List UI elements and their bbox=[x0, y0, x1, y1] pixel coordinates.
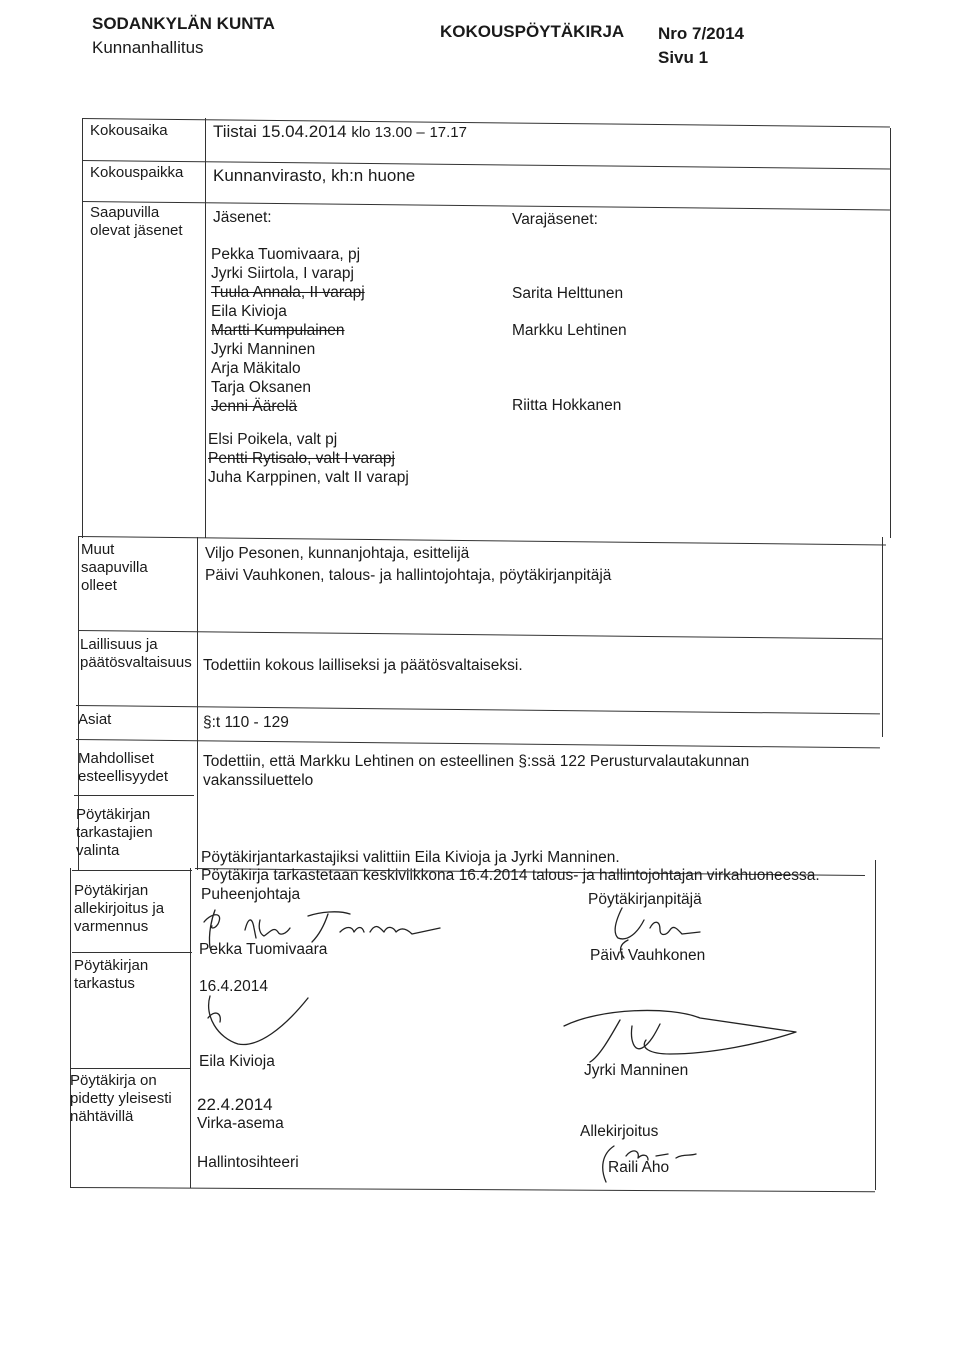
display-place: Virka-asema bbox=[197, 1115, 284, 1132]
deputy-item: Markku Lehtinen bbox=[512, 322, 627, 339]
review-date: 16.4.2014 bbox=[199, 978, 268, 995]
members-header: Jäsenet: bbox=[213, 209, 272, 226]
display-signer-name: Raili Aho bbox=[608, 1159, 670, 1176]
disqualification-value: Todettiin, että Markku Lehtinen on esteellinen §:ssä 122 Perusturvalautakunnan vakanssiluettelo bbox=[203, 753, 750, 789]
secretary-signature bbox=[588, 900, 718, 960]
deputy-item: Riitta Hokkanen bbox=[512, 397, 622, 414]
council-officials-list bbox=[208, 430, 409, 487]
chair-signature bbox=[190, 898, 450, 958]
member-item: Pekka Tuomivaara, pj bbox=[211, 246, 361, 263]
inspectors-label: Pöytäkirjan tarkastajien valinta bbox=[76, 806, 153, 859]
chair-name: Pekka Tuomivaara bbox=[199, 941, 328, 958]
display-signer-title: Hallintosihteeri bbox=[197, 1154, 299, 1171]
signature-label: Allekirjoitus bbox=[580, 1123, 659, 1140]
inspectors-line: Pöytäkirja tarkastetaan keskiviikkona 16.4.2014 talous- ja hallintojohtajan virkahuoneessa. bbox=[201, 867, 820, 884]
member-item: Arja Mäkitalo bbox=[211, 360, 301, 377]
attendees-label: Saapuvilla olevat jäsenet bbox=[90, 204, 183, 239]
member-item: Jyrki Manninen bbox=[211, 341, 316, 358]
members-list bbox=[211, 245, 365, 416]
member-item: Tarja Oksanen bbox=[211, 379, 311, 396]
meeting-time-label: Kokousaika bbox=[90, 122, 168, 139]
inspectors-line: Pöytäkirjantarkastajiksi valittiin Eila Kivioja ja Jyrki Manninen. bbox=[201, 849, 620, 866]
official-item: Pentti Rytisalo, valt I varapj bbox=[208, 450, 395, 467]
official-item: Elsi Poikela, valt pj bbox=[208, 431, 338, 448]
items-value: §:t 110 - 129 bbox=[203, 714, 289, 731]
disqualification-label: Mahdolliset esteellisyydet bbox=[78, 750, 169, 785]
legality-value: Todettiin kokous lailliseksi ja päätösvaltaiseksi. bbox=[203, 657, 523, 674]
display-label: Pöytäkirja on pidetty yleisesti nähtävillä bbox=[70, 1072, 172, 1125]
others-line: Päivi Vauhkonen, talous- ja hallintojohtaja, pöytäkirjanpitäjä bbox=[205, 567, 612, 584]
others-label: Muut saapuvilla olleet bbox=[81, 541, 148, 594]
inspector1-signature bbox=[198, 988, 338, 1058]
inspector1-name: Eila Kivioja bbox=[199, 1053, 275, 1070]
inspector2-signature bbox=[560, 1004, 810, 1064]
secretary-name: Päivi Vauhkonen bbox=[590, 947, 706, 964]
secretary-role: Pöytäkirjanpitäjä bbox=[588, 891, 702, 908]
member-item: Tuula Annala, II varapj bbox=[211, 284, 365, 301]
member-item: Martti Kumpulainen bbox=[211, 322, 345, 339]
chair-role: Puheenjohtaja bbox=[201, 886, 301, 903]
meeting-place-value: Kunnanvirasto, kh:n huone bbox=[213, 166, 416, 185]
legality-label: Laillisuus ja päätösvaltaisuus bbox=[80, 636, 192, 671]
document-type: KOKOUSPÖYTÄKIRJA bbox=[440, 22, 625, 41]
member-item: Eila Kivioja bbox=[211, 303, 287, 320]
page-number: Sivu 1 bbox=[658, 48, 709, 67]
others-line: Viljo Pesonen, kunnanjohtaja, esittelijä bbox=[205, 545, 470, 562]
official-item: Juha Karppinen, valt II varapj bbox=[208, 469, 409, 486]
deputy-item: Sarita Helttunen bbox=[512, 285, 624, 302]
deputies-header: Varajäsenet: bbox=[512, 211, 598, 228]
council-name: Kunnanhallitus bbox=[92, 38, 204, 57]
municipality-name: SODANKYLÄN KUNTA bbox=[92, 14, 275, 33]
document-number: Nro 7/2014 bbox=[658, 24, 744, 43]
meeting-time-value: Tiistai 15.04.2014 klo 13.00 – 17.17 bbox=[213, 122, 467, 141]
member-item: Jyrki Siirtola, I varapj bbox=[211, 265, 354, 282]
inspector2-name: Jyrki Manninen bbox=[584, 1062, 689, 1079]
review-label: Pöytäkirjan tarkastus bbox=[74, 957, 149, 992]
signing-label: Pöytäkirjan allekirjoitus ja varmennus bbox=[74, 882, 165, 935]
member-item: Jenni Äärelä bbox=[211, 398, 298, 415]
display-date: 22.4.2014 bbox=[197, 1095, 273, 1114]
meeting-place-label: Kokouspaikka bbox=[90, 164, 184, 181]
items-label: Asiat bbox=[78, 711, 112, 728]
